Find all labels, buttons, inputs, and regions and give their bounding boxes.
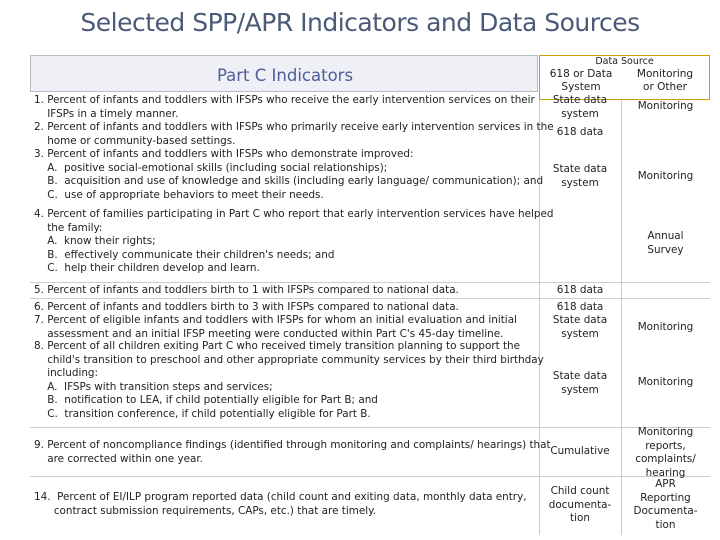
indicator-3-other: Monitoring [637, 170, 694, 182]
data-source-label: Data Source [595, 56, 654, 67]
page-title: Selected SPP/APR Indicators and Data Sources [80, 8, 640, 37]
indicator-1-text: 1. Percent of infants and toddlers with IFSPs who receive the early intervention services on their IFSPs in a timely manner. [34, 94, 535, 120]
indicator-8-other: Monitoring [637, 376, 694, 388]
indicator-8-text: 8. Percent of all children exiting Part C who received timely transition planning to support the child's transition to preschool and other appropriate community services by their third birthday including: A. IFSPs with transition steps and services; B. notification to LEA, if child potentially eligible for Part B; and C. transition conference, if child potentially eligible for Part B. [34, 340, 544, 420]
row-divider [30, 476, 710, 477]
indicator-5-source: 618 data [556, 284, 604, 296]
row-divider [30, 427, 710, 428]
indicator-9-other: Monitoring reports, complaints/ hearing [635, 426, 696, 479]
indicator-7-text: 7. Percent of eligible infants and toddlers with IFSPs for whom an initial evaluation and initial assessment and an initial IFSP meeting were conducted within Part C's 45-day timeline. [34, 314, 517, 340]
indicator-9-source: Cumulative [550, 445, 610, 457]
indicator-14-other: APR Reporting Documenta- tion [633, 478, 698, 531]
col-monitoring-header: Monitoring or Other [636, 68, 694, 93]
indicator-2-source: 618 data [556, 126, 604, 138]
indicator-1-other: Monitoring [637, 100, 694, 112]
indicator-2-text: 2. Percent of infants and toddlers with IFSPs who primarily receive early intervention services in the home or community-based settings. [34, 121, 554, 147]
row-divider [30, 298, 710, 299]
indicator-14-source: Child count documenta- tion [548, 485, 612, 524]
indicator-6-text: 6. Percent of infants and toddlers birth to 3 with IFSPs compared to national data. [34, 301, 459, 313]
indicator-5-text: 5. Percent of infants and toddlers birth to 1 with IFSPs compared to national data. [34, 284, 459, 296]
indicator-9-text: 9. Percent of noncompliance findings (identified through monitoring and complaints/ hearings) that are corrected within one year. [34, 439, 551, 465]
indicator-3-text: 3. Percent of infants and toddlers with IFSPs who demonstrate improved: A. positive social-emotional skills (including social relationships); B. acquisition and use of knowledge and skills (including early language/ communication); and C. use of appropriate behaviors to meet their needs. [34, 148, 544, 201]
part-c-indicators-header [30, 55, 538, 92]
part-c-indicators-label: Part C Indicators [216, 66, 354, 85]
indicator-3-source: State data system [552, 163, 608, 189]
indicator-8-source: State data system [552, 370, 608, 396]
indicator-7-source: State data system [552, 314, 608, 340]
indicator-1-source: State data system [552, 94, 608, 120]
indicator-14-text: 14. Percent of EI/ILP program reported data (child count and exiting data, monthly data entry, contract submission requirements, CAPs, etc.) that are timely. [34, 491, 527, 517]
indicator-7-other: Monitoring [637, 321, 694, 333]
indicator-4-text: 4. Percent of families participating in Part C who report that early intervention services have helped the family: A. know their rights; B. effectively communicate their children's needs; and C. help their children develop and learn. [34, 208, 554, 274]
col-618-header: 618 or Data System [549, 68, 613, 93]
row-divider [30, 282, 710, 283]
indicator-6-source: 618 data [556, 301, 604, 313]
indicator-4-other: Annual Survey [647, 230, 684, 256]
